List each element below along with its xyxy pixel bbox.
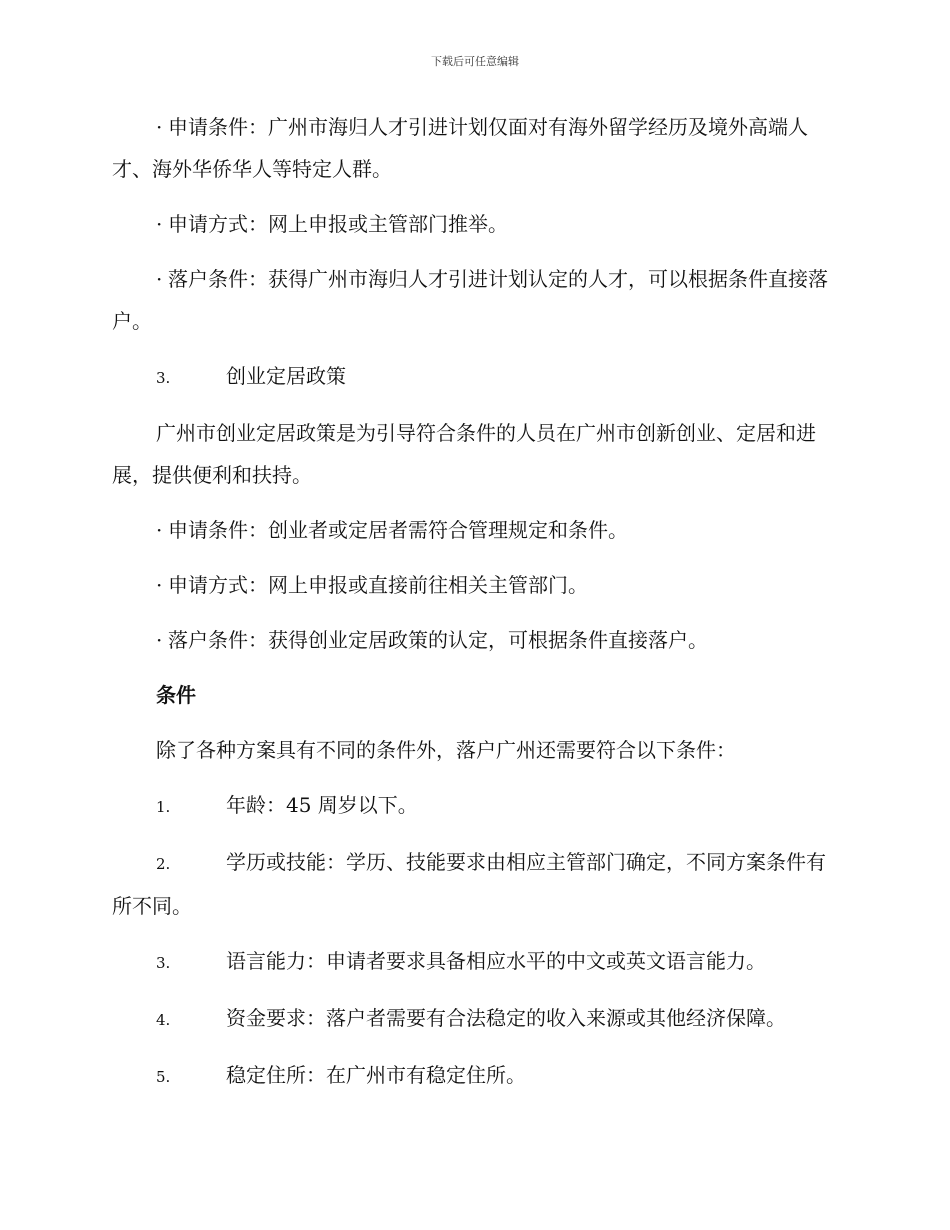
numbered-item [112,997,838,1041]
document-body [112,106,838,1111]
item-text: 创业定居政策 [226,364,346,388]
bullet-marker: · [156,267,163,291]
bullet-item [112,258,838,342]
numbered-item [112,1054,838,1098]
item-text: 稳定住所：在广州市有稳定住所。 [226,1063,526,1087]
paragraph: 广州市创业定居政策是为引导符合条件的人员在广州市创新创业、定居和进展，提供便利和扶持。 [112,421,816,487]
item-number: 3. [156,954,171,972]
bullet-marker: · [156,628,163,652]
item-text: 语言能力：申请者要求具备相应水平的中文或英文语言能力。 [226,949,766,973]
bullet-text: 申请条件：创业者或定居者需符合管理规定和条件。 [168,518,628,542]
item-text: 年龄：45 周岁以下。 [226,793,418,817]
bullet-marker: · [156,115,163,139]
bullet-text: 申请方式：网上申报或主管部门推举。 [168,212,508,236]
item-number: 4. [156,1011,171,1029]
bullet-item [112,203,838,245]
bullet-item [112,509,838,551]
item-number: 5. [156,1068,171,1086]
bullet-item [112,619,838,661]
item-number: 3. [156,369,171,387]
bullet-marker: · [156,212,163,236]
numbered-item [112,940,838,984]
bullet-marker: · [156,518,163,542]
item-text: 学历或技能：学历、技能要求由相应主管部门确定，不同方案条件有所不同。 [112,850,826,918]
numbered-item [112,841,838,927]
bullet-marker: · [156,573,163,597]
section-heading: 条件 [156,683,196,707]
numbered-item [112,784,838,828]
numbered-item [112,355,838,399]
bullet-text: 申请条件：广州市海归人才引进计划仅面对有海外留学经历及境外高端人才、海外华侨华人等特定人群。 [112,115,808,181]
bullet-item [112,564,838,606]
paragraph: 除了各种方案具有不同的条件外，落户广州还需要符合以下条件： [156,738,736,762]
page-header: 下载后可任意编辑 [431,55,519,68]
item-number: 1. [156,798,171,816]
bullet-text: 落户条件：获得广州市海归人才引进计划认定的人才，可以根据条件直接落户。 [112,267,828,333]
bullet-text: 落户条件：获得创业定居政策的认定，可根据条件直接落户。 [168,628,708,652]
item-text: 资金要求：落户者需要有合法稳定的收入来源或其他经济保障。 [226,1006,786,1030]
bullet-text: 申请方式：网上申报或直接前往相关主管部门。 [168,573,588,597]
item-number: 2. [156,855,171,873]
bullet-item [112,106,838,190]
